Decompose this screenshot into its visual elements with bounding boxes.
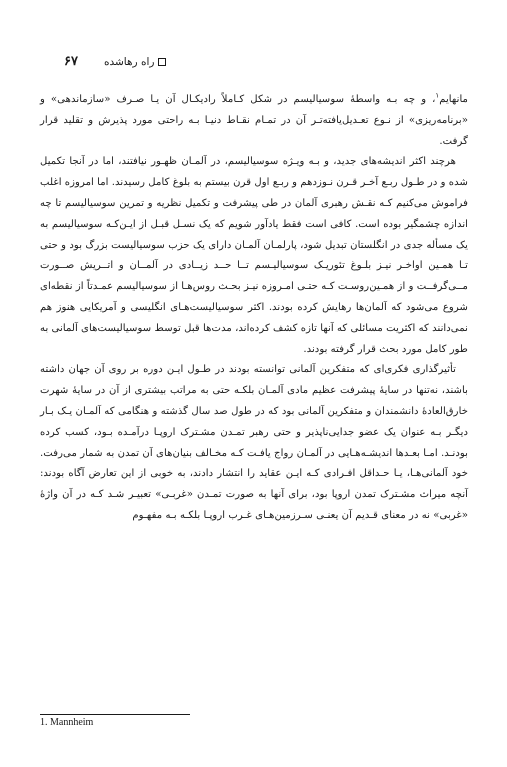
footnote-divider [40,714,190,715]
paragraph-1-rest: ، و چه بـه واسطهٔ سوسیالیسم در شکل کـاملاً رادیکـال آن یـا صـرف «سازماندهی» و «برنامه‌ریزی» از نـوع تعـدیل‌یافته‌تـر آن در تمـام نقـاط دنیـا بـه راحتی مورد پذیرش و تقلید قرار گرفت. [40,94,468,147]
paragraph-3: تأثیرگذاری فکری‌ای که متفکرین آلمانی توانسته بودند در طـول ایـن دوره بر روی آن جهان داشته باشند، نه‌تنها در سایهٔ پیشرفت عظیم مادی آلمـان بلکـه حتی به مراتب بیشتری از آن در سایهٔ شهرت خارق‌العادهٔ دانشمندان و متفکرین آلمانی بود که در طول صد سال گذشته و هنگامی که آلمـان یـک بـار دیگـر بـه عنوان یک عضو جدایی‌ناپذیر و حتی رهبر تمـدن مشـترک اروپـا درآمـده بـود، کسب کرده بودنـد. امـا بعـدها اندیشـه‌هـایی در آلمـان رواج یافـت کـه مخـالف بنیان‌های آن تمدن به شمار می‌رفت. خود آلمانی‌هـا، یـا حـداقل افـرادی کـه ایـن عقاید را انتشار دادند، به خوبی از این تعارض آگاه بودند: آنچه میراث مشـترک تمدن اروپا بود، برای آنها به صورت تمـدن «غربـی» تعبیـر شـد کـه در آن واژهٔ «غربی» نه در معنای قـدیم آن یعنـی سـرزمین‌هـای غـرب اروپـا بلکـه بـه مفهـوم [40,364,468,521]
paragraph-1-start: مانهایم [439,94,468,105]
paragraph-2: هرچند اکثر اندیشه‌های جدید، و بـه ویـژه سوسیالیسم، در آلمـان ظهـور نیافتند، اما در آنجا تکمیل شده و در طـول ربـع آخـر قـرن نـوزدهم و ربـع اول قرن بیستم به بلوغ کامل رسیدند. اما امروزه اغلب فراموش می‌کنیم کـه نقـش رهبری آلمان در طی پیشرفت و تکمیل نظریه و تمرین سوسیالیسم تا چه اندازه چشمگیر بوده است. کافی است فقط یادآور شویم که یک نسـل قبـل از ایـن‌کـه سوسیالیسم به یک مسأله جدی در انگلستان تبدیل شود، پارلمـان آلمـان دارای یک حزب سوسیالیست بزرگ بود و حتی تـا همـین اواخـر نیـز بلـوغ تئوریـک سوسیالیـسم تــا حــد زیــادی در آلمــان و اتــریش صــورت مــی‌گرفــت و از همـین‌روسـت کـه حتـی امـروزه نیـز بحـث روس‌هـا از سوسیالیسم عمـدتاً از نقطه‌ای شروع می‌شود که آلمان‌ها رهایش کرده بودند. اکثر سوسیالیست‌هـای انگلیسی و آمریکایی هنوز هم نمی‌دانند که اکثریت مسائلی که آنها تازه کشف کرده‌اند، مدت‌ها قبل توسط سوسیالیست‌های آلمانی به طور کامل مورد بحث قرار گرفته بودند. [40,156,468,355]
paragraph-1 [40,90,468,152]
footnote-reference: ۱ [435,91,440,100]
footnote: 1. Mannheim [40,717,94,728]
square-ornament-icon [158,58,166,66]
page-number: ۶۷ [64,54,78,69]
book-title [104,56,166,68]
running-head [64,56,467,72]
body-text [40,90,468,527]
book-title-text: راه رهاشده [104,56,155,68]
